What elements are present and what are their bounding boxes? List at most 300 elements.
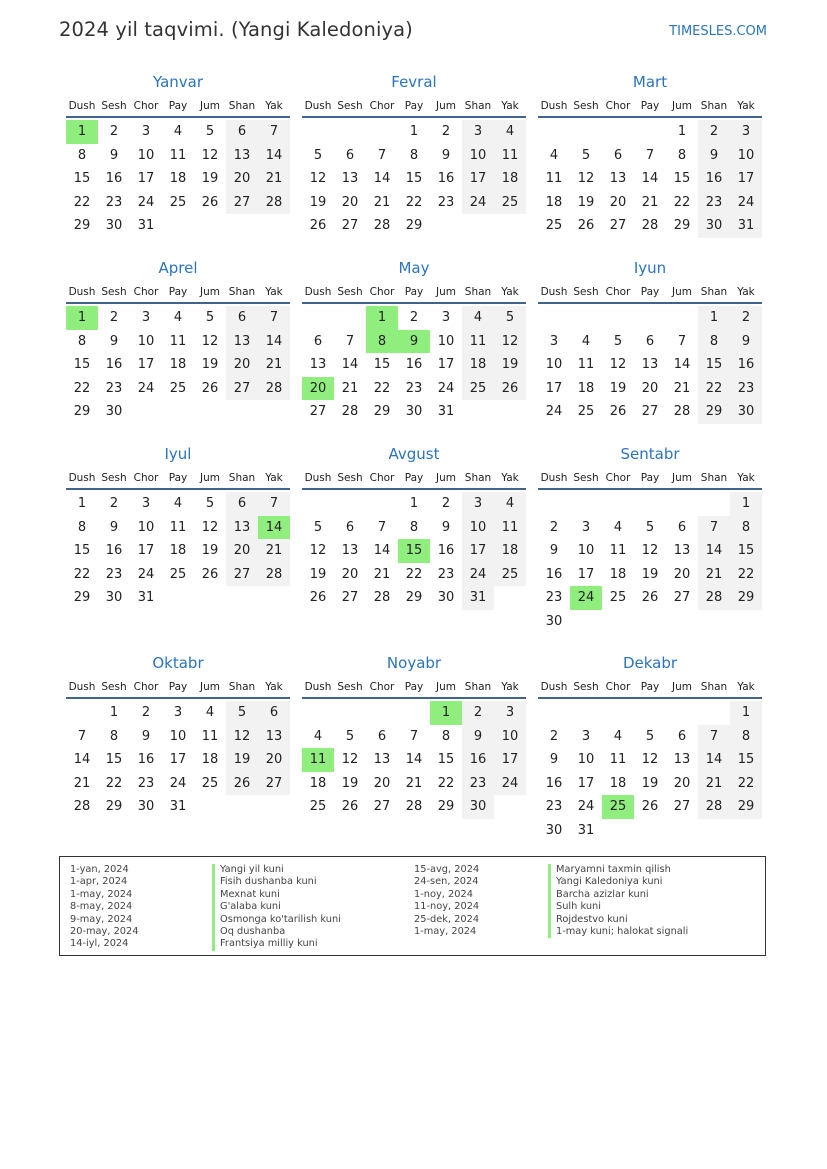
empty-cell xyxy=(398,701,430,725)
day-cell: 22 xyxy=(730,772,762,796)
day-cell: 18 xyxy=(577,380,595,396)
day-cell: 4 xyxy=(581,333,591,349)
empty-cell xyxy=(666,819,698,843)
day-cell: 29 xyxy=(437,799,455,815)
day-cell: 15 xyxy=(730,539,762,563)
empty-cell xyxy=(334,306,366,330)
day-cell: 18 xyxy=(494,167,526,191)
day-cell: 17 xyxy=(437,357,455,373)
day-cell: 31 xyxy=(437,404,455,420)
day-cell: 14 xyxy=(373,171,391,187)
day-cell: 4 xyxy=(173,496,183,511)
day-grid xyxy=(66,306,290,424)
day-cell: 29 xyxy=(673,218,691,234)
day-cell: 8 xyxy=(730,516,762,540)
weekday-header xyxy=(66,468,290,490)
day-cell: 22 xyxy=(105,775,123,791)
day-cell: 22 xyxy=(437,775,455,791)
day-cell: 4 xyxy=(494,120,526,144)
day-cell: 20 xyxy=(673,775,691,791)
empty-cell xyxy=(162,400,194,424)
day-cell: 15 xyxy=(730,748,762,772)
day-cell: 14 xyxy=(258,516,290,540)
day-cell: 1 xyxy=(730,492,762,516)
day-cell: 8 xyxy=(409,519,419,535)
day-cell: 17 xyxy=(137,357,155,373)
empty-cell xyxy=(366,120,398,144)
day-grid xyxy=(538,492,762,634)
empty-cell xyxy=(302,492,334,516)
day-cell: 17 xyxy=(545,380,563,396)
weekday-label: Shan xyxy=(464,100,492,112)
weekday-label: Chor xyxy=(133,286,159,298)
empty-cell xyxy=(570,701,602,725)
day-cell: 24 xyxy=(577,799,595,815)
day-cell: 17 xyxy=(462,167,494,191)
day-cell: 10 xyxy=(577,752,595,768)
day-cell: 10 xyxy=(545,357,563,373)
holiday-date: 11-noy, 2024 xyxy=(414,901,480,913)
day-cell: 14 xyxy=(641,171,659,187)
day-cell: 3 xyxy=(581,519,591,535)
day-cell: 24 xyxy=(169,775,187,791)
day-cell: 12 xyxy=(201,147,219,163)
day-cell: 25 xyxy=(545,218,563,234)
holiday-names-right xyxy=(548,864,688,938)
empty-cell xyxy=(494,400,526,424)
day-cell: 9 xyxy=(462,725,494,749)
weekday-label: Jum xyxy=(436,472,456,484)
weekday-label: Chor xyxy=(605,681,631,693)
day-cell: 24 xyxy=(570,586,602,610)
day-cell: 17 xyxy=(169,752,187,768)
day-cell: 15 xyxy=(405,171,423,187)
empty-cell xyxy=(462,400,494,424)
day-cell: 3 xyxy=(141,310,151,325)
day-cell: 24 xyxy=(462,191,494,215)
day-cell: 22 xyxy=(673,194,691,210)
weekday-label: Sesh xyxy=(101,100,127,112)
month-name: Noyabr xyxy=(386,654,442,672)
day-cell: 6 xyxy=(645,333,655,349)
holiday-name: Osmonga ko'tarilish kuni xyxy=(212,914,341,926)
day-cell: 13 xyxy=(373,752,391,768)
day-cell: 17 xyxy=(137,171,155,187)
day-cell: 15 xyxy=(73,171,91,187)
day-cell: 23 xyxy=(405,380,423,396)
day-cell: 10 xyxy=(169,728,187,744)
day-cell: 22 xyxy=(405,194,423,210)
day-cell: 25 xyxy=(201,775,219,791)
day-cell: 6 xyxy=(345,147,355,163)
day-cell: 15 xyxy=(673,171,691,187)
day-cell: 11 xyxy=(577,357,595,373)
day-cell: 14 xyxy=(258,144,290,168)
holiday-name: Yangi Kaledoniya kuni xyxy=(548,876,688,888)
day-cell: 15 xyxy=(105,752,123,768)
day-cell: 13 xyxy=(226,144,258,168)
month-name: May xyxy=(398,259,430,277)
day-cell: 19 xyxy=(641,566,659,582)
holiday-dates-right xyxy=(414,864,479,938)
day-cell: 20 xyxy=(226,539,258,563)
holiday-name: Fisih dushanba kuni xyxy=(212,876,341,888)
empty-cell xyxy=(698,492,730,516)
day-cell: 16 xyxy=(730,353,762,377)
empty-cell xyxy=(666,701,698,725)
day-cell: 5 xyxy=(345,728,355,744)
empty-cell xyxy=(226,400,258,424)
month-avgust xyxy=(302,444,526,610)
day-cell: 1 xyxy=(109,705,119,720)
day-cell: 4 xyxy=(205,705,215,720)
day-cell: 12 xyxy=(201,519,219,535)
day-cell: 30 xyxy=(105,218,123,234)
day-cell: 5 xyxy=(205,124,215,139)
day-grid xyxy=(66,701,290,819)
empty-cell xyxy=(570,610,602,634)
day-cell: 11 xyxy=(462,330,494,354)
day-cell: 26 xyxy=(226,772,258,796)
month-aprel xyxy=(66,258,290,424)
day-cell: 19 xyxy=(201,357,219,373)
day-cell: 16 xyxy=(462,748,494,772)
day-cell: 13 xyxy=(609,171,627,187)
empty-cell xyxy=(634,492,666,516)
day-cell: 9 xyxy=(441,147,451,163)
weekday-label: Sesh xyxy=(337,681,363,693)
day-cell: 9 xyxy=(441,519,451,535)
day-cell: 6 xyxy=(226,120,258,144)
day-cell: 10 xyxy=(730,144,762,168)
day-cell: 12 xyxy=(494,330,526,354)
day-cell: 13 xyxy=(673,752,691,768)
day-cell: 28 xyxy=(698,795,730,819)
weekday-label: Shan xyxy=(464,472,492,484)
day-cell: 27 xyxy=(226,191,258,215)
day-cell: 18 xyxy=(201,752,219,768)
day-cell: 26 xyxy=(341,799,359,815)
day-cell: 1 xyxy=(66,120,98,144)
month-noyabr xyxy=(302,653,526,819)
day-cell: 13 xyxy=(226,516,258,540)
empty-cell xyxy=(602,120,634,144)
day-cell: 30 xyxy=(698,214,730,238)
empty-cell xyxy=(366,701,398,725)
weekday-label: Sesh xyxy=(573,472,599,484)
holiday-date: 24-sen, 2024 xyxy=(414,876,479,888)
empty-cell xyxy=(730,610,762,634)
holiday-name: Frantsiya milliy kuni xyxy=(212,938,341,950)
month-name: Avgust xyxy=(388,445,440,463)
empty-cell xyxy=(162,586,194,610)
day-cell: 7 xyxy=(698,725,730,749)
day-cell: 14 xyxy=(698,748,730,772)
day-cell: 9 xyxy=(730,330,762,354)
empty-cell xyxy=(602,492,634,516)
weekday-label: Dush xyxy=(304,472,332,484)
day-cell: 7 xyxy=(377,519,387,535)
day-cell: 17 xyxy=(577,566,595,582)
weekday-label: Pay xyxy=(168,286,188,298)
day-cell: 25 xyxy=(309,799,327,815)
day-cell: 27 xyxy=(309,404,327,420)
empty-cell xyxy=(258,795,290,819)
day-cell: 14 xyxy=(341,357,359,373)
empty-cell xyxy=(494,586,526,610)
weekday-label: Shan xyxy=(228,286,256,298)
empty-cell xyxy=(194,795,226,819)
day-cell: 9 xyxy=(698,144,730,168)
day-cell: 7 xyxy=(77,728,87,744)
day-cell: 8 xyxy=(77,147,87,163)
weekday-header xyxy=(302,96,526,118)
day-cell: 3 xyxy=(141,124,151,139)
day-cell: 11 xyxy=(494,144,526,168)
day-cell: 24 xyxy=(137,380,155,396)
day-cell: 29 xyxy=(405,590,423,606)
day-cell: 12 xyxy=(341,752,359,768)
weekday-label: Sesh xyxy=(573,681,599,693)
day-cell: 4 xyxy=(613,728,623,744)
empty-cell xyxy=(302,701,334,725)
day-cell: 1 xyxy=(677,124,687,139)
day-cell: 19 xyxy=(609,380,627,396)
day-cell: 29 xyxy=(405,218,423,234)
day-cell: 21 xyxy=(641,194,659,210)
empty-cell xyxy=(162,214,194,238)
day-cell: 2 xyxy=(109,310,119,325)
day-cell: 21 xyxy=(341,380,359,396)
weekday-label: Chor xyxy=(605,472,631,484)
weekday-label: Chor xyxy=(605,100,631,112)
holiday-date: 1-yan, 2024 xyxy=(70,864,129,875)
day-cell: 19 xyxy=(309,194,327,210)
day-cell: 20 xyxy=(609,194,627,210)
month-fevral xyxy=(302,72,526,238)
day-cell: 27 xyxy=(673,590,691,606)
empty-cell xyxy=(666,306,698,330)
day-cell: 16 xyxy=(405,357,423,373)
day-cell: 26 xyxy=(641,590,659,606)
weekday-label: Dush xyxy=(540,681,568,693)
day-cell: 8 xyxy=(409,147,419,163)
weekday-label: Chor xyxy=(605,286,631,298)
day-cell: 13 xyxy=(641,357,659,373)
day-cell: 28 xyxy=(373,218,391,234)
month-name: Iyun xyxy=(633,259,667,277)
month-name: Iyul xyxy=(164,445,192,463)
month-yanvar xyxy=(66,72,290,238)
day-cell: 4 xyxy=(462,306,494,330)
holiday-date: 15-avg, 2024 xyxy=(414,864,480,875)
site-link[interactable]: TIMESLES.COM xyxy=(669,24,767,39)
empty-cell xyxy=(666,492,698,516)
empty-cell xyxy=(634,120,666,144)
empty-cell xyxy=(194,400,226,424)
day-cell: 26 xyxy=(641,799,659,815)
day-cell: 28 xyxy=(258,191,290,215)
day-cell: 6 xyxy=(613,147,623,163)
day-cell: 26 xyxy=(201,566,219,582)
day-cell: 21 xyxy=(258,539,290,563)
day-cell: 8 xyxy=(441,728,451,744)
day-cell: 30 xyxy=(545,822,563,838)
day-cell: 10 xyxy=(437,333,455,349)
weekday-label: Chor xyxy=(369,681,395,693)
day-cell: 25 xyxy=(494,563,526,587)
day-cell: 2 xyxy=(698,120,730,144)
day-cell: 21 xyxy=(698,772,730,796)
day-cell: 28 xyxy=(373,590,391,606)
weekday-header xyxy=(302,468,526,490)
day-cell: 8 xyxy=(698,330,730,354)
weekday-label: Yak xyxy=(737,100,755,112)
day-cell: 18 xyxy=(609,775,627,791)
weekday-header xyxy=(302,282,526,304)
day-cell: 12 xyxy=(201,333,219,349)
day-cell: 23 xyxy=(437,194,455,210)
month-name: Sentabr xyxy=(620,445,680,463)
day-cell: 1 xyxy=(430,701,462,725)
weekday-label: Pay xyxy=(168,681,188,693)
weekday-label: Dush xyxy=(304,100,332,112)
day-cell: 13 xyxy=(258,725,290,749)
day-cell: 20 xyxy=(341,566,359,582)
day-cell: 9 xyxy=(398,330,430,354)
day-cell: 15 xyxy=(437,752,455,768)
month-dekabr xyxy=(538,653,762,843)
weekday-label: Jum xyxy=(672,286,692,298)
day-cell: 19 xyxy=(641,775,659,791)
day-cell: 7 xyxy=(377,147,387,163)
day-cell: 15 xyxy=(698,353,730,377)
day-cell: 22 xyxy=(730,563,762,587)
day-cell: 9 xyxy=(109,519,119,535)
day-cell: 22 xyxy=(73,566,91,582)
weekday-label: Shan xyxy=(228,472,256,484)
day-cell: 8 xyxy=(730,725,762,749)
holiday-dates-left xyxy=(70,864,139,951)
day-cell: 2 xyxy=(109,124,119,139)
day-cell: 25 xyxy=(169,380,187,396)
day-cell: 17 xyxy=(494,748,526,772)
weekday-label: Dush xyxy=(540,286,568,298)
day-cell: 28 xyxy=(405,799,423,815)
day-cell: 11 xyxy=(609,543,627,559)
weekday-label: Shan xyxy=(700,286,728,298)
month-sentabr xyxy=(538,444,762,634)
weekday-label: Dush xyxy=(68,472,96,484)
weekday-label: Jum xyxy=(200,100,220,112)
day-cell: 15 xyxy=(398,539,430,563)
holiday-name: Maryamni taxmin qilish xyxy=(548,864,688,876)
day-cell: 17 xyxy=(462,539,494,563)
month-name: Fevral xyxy=(391,73,437,91)
day-cell: 16 xyxy=(105,543,123,559)
day-cell: 24 xyxy=(545,404,563,420)
weekday-label: Dush xyxy=(304,681,332,693)
day-grid xyxy=(66,492,290,610)
day-cell: 27 xyxy=(226,563,258,587)
day-cell: 18 xyxy=(494,539,526,563)
day-cell: 3 xyxy=(173,705,183,720)
month-name: Oktabr xyxy=(152,654,204,672)
weekday-label: Yak xyxy=(501,286,519,298)
day-cell: 2 xyxy=(730,306,762,330)
day-grid xyxy=(302,120,526,238)
day-cell: 10 xyxy=(577,543,595,559)
weekday-header xyxy=(66,96,290,118)
day-cell: 29 xyxy=(73,218,91,234)
month-name: Aprel xyxy=(158,259,198,277)
weekday-label: Yak xyxy=(265,100,283,112)
holiday-date: 1-may, 2024 xyxy=(414,926,477,938)
day-cell: 25 xyxy=(577,404,595,420)
empty-cell xyxy=(602,306,634,330)
day-cell: 24 xyxy=(494,772,526,796)
day-cell: 11 xyxy=(169,147,187,163)
day-cell: 4 xyxy=(173,310,183,325)
month-name: Mart xyxy=(632,73,668,91)
day-cell: 3 xyxy=(141,496,151,511)
day-cell: 12 xyxy=(577,171,595,187)
day-cell: 7 xyxy=(258,492,290,516)
day-cell: 15 xyxy=(373,357,391,373)
day-cell: 31 xyxy=(137,590,155,606)
weekday-label: Jum xyxy=(436,286,456,298)
day-cell: 16 xyxy=(545,775,563,791)
day-cell: 10 xyxy=(137,333,155,349)
day-cell: 24 xyxy=(437,380,455,396)
weekday-header xyxy=(538,677,762,699)
day-cell: 5 xyxy=(205,310,215,325)
day-cell: 2 xyxy=(141,705,151,720)
day-cell: 25 xyxy=(609,590,627,606)
empty-cell xyxy=(634,610,666,634)
day-cell: 18 xyxy=(609,566,627,582)
day-cell: 30 xyxy=(462,795,494,819)
weekday-label: Chor xyxy=(369,472,395,484)
empty-cell xyxy=(334,492,366,516)
weekday-label: Jum xyxy=(672,472,692,484)
day-cell: 3 xyxy=(462,120,494,144)
day-cell: 23 xyxy=(698,191,730,215)
day-cell: 23 xyxy=(545,590,563,606)
day-cell: 2 xyxy=(549,728,559,744)
day-cell: 10 xyxy=(462,516,494,540)
holiday-name: Mexnat kuni xyxy=(212,889,341,901)
weekday-label: Sesh xyxy=(337,100,363,112)
holiday-date: 20-may, 2024 xyxy=(70,926,139,938)
day-cell: 6 xyxy=(226,306,258,330)
day-cell: 6 xyxy=(258,701,290,725)
day-cell: 6 xyxy=(226,492,258,516)
day-cell: 13 xyxy=(341,543,359,559)
day-cell: 19 xyxy=(226,748,258,772)
weekday-label: Shan xyxy=(228,681,256,693)
empty-cell xyxy=(698,701,730,725)
day-cell: 21 xyxy=(373,566,391,582)
weekday-label: Chor xyxy=(369,100,395,112)
day-cell: 3 xyxy=(494,701,526,725)
day-grid xyxy=(302,492,526,610)
weekday-label: Shan xyxy=(700,100,728,112)
empty-cell xyxy=(258,214,290,238)
day-cell: 23 xyxy=(105,566,123,582)
day-cell: 26 xyxy=(201,194,219,210)
day-cell: 26 xyxy=(577,218,595,234)
